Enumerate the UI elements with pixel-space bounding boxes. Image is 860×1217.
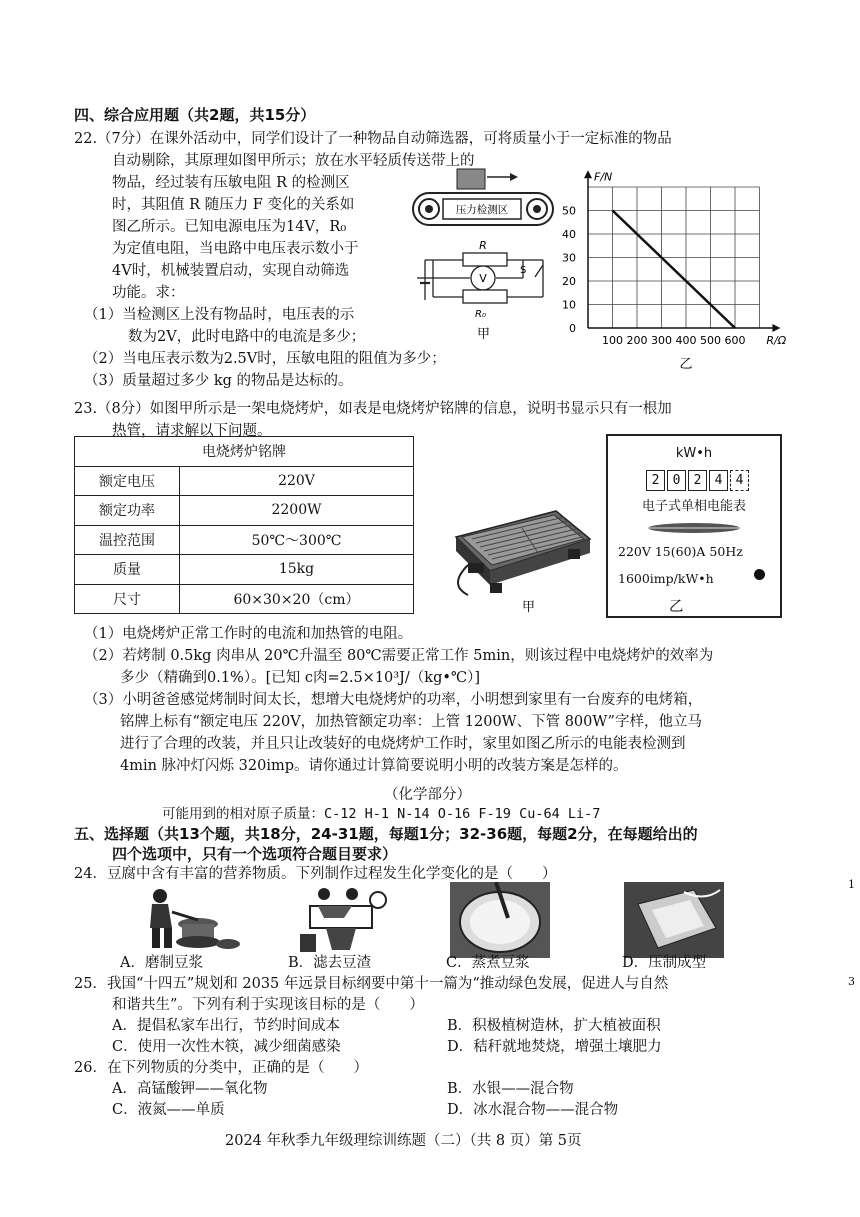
q25-stem-1: 25．我国“十四五”规划和 2035 年远景目标纲要中第十一篇为“推动绿色发展，促进人与自然 xyxy=(74,976,669,992)
q22-line-2: 自动剔除，其原理如图甲所示；放在水平轻质传送带上的 xyxy=(112,153,475,169)
section-4-title: 四、综合应用题（共2题，共15分） xyxy=(74,106,316,124)
q22-line-1: 22.（7分）在课外活动中，同学们设计了一种物品自动筛选器，可将质量小于一定标准的物品 xyxy=(74,131,672,147)
chart-caption: 乙 xyxy=(679,357,693,372)
meter-disc-icon xyxy=(646,520,742,536)
page-footer: 2024 年秋季九年级理综训练题（二）（共 8 页）第 5页 xyxy=(225,1133,582,1149)
circuit-caption: 甲 xyxy=(477,327,491,342)
meter-reading xyxy=(646,470,751,491)
grinding-soy-image xyxy=(132,884,242,956)
q22-line-4: 时，其阻值 R 随压力 F 变化的关系如 xyxy=(112,197,355,213)
table-cell: 50℃～300℃ xyxy=(179,525,413,555)
table-row xyxy=(75,496,414,526)
y-tick-label: 50 xyxy=(562,204,576,218)
meter-unit: kW•h xyxy=(675,446,713,461)
table-row xyxy=(75,584,414,614)
q22-line-6: 为定值电阻，当电路中电压表示数小于 xyxy=(112,241,359,257)
meter-digit: 2 xyxy=(688,470,707,491)
electric-grill-image xyxy=(438,495,598,615)
q26-option-a: A．高锰酸钾——氧化物 xyxy=(112,1081,268,1097)
table-cell: 15kg xyxy=(179,555,413,585)
q23-sub-3d: 4min 脉冲灯闪烁 320imp。请你通过计算简要说明小明的改装方案是怎样的。 xyxy=(120,758,628,774)
pressure-resistor-R xyxy=(463,253,507,266)
table-cell: 2200W xyxy=(179,496,413,526)
label-S: S xyxy=(520,265,527,276)
x-axis-arrow xyxy=(772,324,780,332)
q22-line-3: 物品，经过装有压敏电阻 R 的检测区 xyxy=(112,175,350,191)
label-R0: R₀ xyxy=(475,309,486,320)
pulse-lamp-icon xyxy=(754,569,765,580)
table-cell: 220V xyxy=(179,466,413,496)
y-tick-label: 10 xyxy=(562,298,576,312)
q23-line-1: 23.（8分）如图甲所示是一架电烧烤炉，如表是电烧烤炉铭牌的信息，说明书显示只有一根加 xyxy=(74,401,672,417)
fixed-resistor-R0 xyxy=(463,290,507,303)
q26-option-d: D．冰水混合物——混合物 xyxy=(447,1102,619,1118)
q23-line-2: 热管，请求解以下问题。 xyxy=(112,423,272,439)
meter-caption: 乙 xyxy=(669,599,684,615)
q25-option-c: C．使用一次性木筷，减少细菌感染 xyxy=(112,1039,341,1055)
boiling-soy-image xyxy=(450,882,550,958)
q22-sub-3: （3）质量超过多少 kg 的物品是达标的。 xyxy=(84,373,353,389)
q23-sub-3a: （3）小明爸爸感觉烤制时间太长，想增大电烧烤炉的功率，小明想到家里有一台废弃的电烤箱， xyxy=(84,692,703,708)
margin-mark: 3 xyxy=(848,975,855,988)
x-tick-label: 600 xyxy=(724,334,746,347)
table-cell: 尺寸 xyxy=(75,584,180,614)
x-tick-label: 200 xyxy=(626,334,648,347)
y-tick-label: 20 xyxy=(562,275,576,288)
series-line xyxy=(613,211,736,329)
meter-spec: 220V 15(60)A 50Hz xyxy=(618,544,743,559)
x-axis-label: R/Ω xyxy=(766,334,787,347)
item-block xyxy=(457,169,485,189)
meter-digit: 4 xyxy=(730,470,749,491)
pressing-tofu-image xyxy=(624,882,724,958)
x-tick-label: 300 xyxy=(651,334,672,347)
q22-line-5: 图乙所示。已知电源电压为14V，R₀ xyxy=(112,219,347,235)
q22-sub-1a: （1）当检测区上没有物品时，电压表的示 xyxy=(84,307,355,323)
q22-sub-1b: 数为2V，此时电路中的电流是多少； xyxy=(128,329,366,345)
switch-S xyxy=(535,265,543,277)
table-cell: 质量 xyxy=(75,555,180,585)
q24-stem: 24．豆腐中含有丰富的营养物质。下列制作过程发生化学变化的是（ ） xyxy=(74,866,557,882)
q22-sub-2: （2）当电压表示数为2.5V时，压敏电阻的阻值为多少； xyxy=(84,351,446,367)
section-5-title-cont: 四个选项中，只有一个选项符合题目要求） xyxy=(112,845,398,863)
section-5-title: 五、选择题（共13个题，共18分，24-31题，每题1分；32-36题，每题2分，在每题给出的 xyxy=(74,825,698,843)
filtering-image xyxy=(296,884,392,956)
label-R: R xyxy=(479,239,487,252)
table-row xyxy=(75,466,414,496)
q26-option-c: C．液氮——单质 xyxy=(112,1102,225,1118)
margin-mark: 1 xyxy=(848,878,855,891)
nameplate-table xyxy=(74,436,414,614)
circuit-diagram xyxy=(405,165,570,345)
q26-stem: 26．在下列物质的分类中，正确的是（ ） xyxy=(74,1060,368,1076)
label-V: V xyxy=(479,272,487,285)
q25-option-d: D．秸秆就地焚烧，增强土壤肥力 xyxy=(447,1039,662,1055)
q25-option-b: B．积极植树造林，扩大植被面积 xyxy=(447,1018,661,1034)
q24-option-d: D．压制成型 xyxy=(622,955,707,971)
y-tick-label: 0 xyxy=(569,322,576,335)
chem-header: （化学部分） xyxy=(384,787,471,803)
q26-option-b: B．水银——混合物 xyxy=(447,1081,574,1097)
q22-line-7: 4V时，机械装置启动，实现自动筛选 xyxy=(112,263,350,279)
nameplate-title: 电烧烤炉铭牌 xyxy=(75,437,414,467)
q24-option-b: B．滤去豆渣 xyxy=(288,955,372,971)
q23-sub-1: （1）电烧烤炉正常工作时的电流和加热管的电阻。 xyxy=(84,626,413,642)
q24-option-c: C．蒸煮豆浆 xyxy=(446,955,530,971)
table-row xyxy=(75,555,414,585)
meter-imp: 1600imp/kW•h xyxy=(618,571,714,586)
meter-digit: 2 xyxy=(646,470,665,491)
q25-option-a: A．提倡私家车出行，节约时间成本 xyxy=(112,1018,340,1034)
y-tick-label: 30 xyxy=(562,251,576,265)
detection-zone-label: 压力检测区 xyxy=(455,204,509,216)
grill-caption: 甲 xyxy=(522,600,536,615)
q24-option-a: A．磨制豆浆 xyxy=(120,955,203,971)
q23-sub-3c: 进行了合理的改装，并且只让改装好的电烧烤炉工作时，家里如图乙所示的电能表检测到 xyxy=(120,736,686,752)
q23-sub-2b: 多少（精确到0.1%）。[已知 c肉=2.5×10³J/（kg•℃）] xyxy=(120,670,481,686)
q23-sub-2a: （2）若烤制 0.5kg 肉串从 20℃升温至 80℃需要正常工作 5min，则该过程中电烧烤炉的效率为 xyxy=(84,648,714,664)
meter-digit: 0 xyxy=(667,470,686,491)
x-tick-label: 400 xyxy=(675,334,697,347)
x-tick-label: 500 xyxy=(700,334,721,347)
table-cell: 60×30×20（cm） xyxy=(179,584,413,614)
energy-meter xyxy=(606,434,782,618)
meter-name: 电子式单相电能表 xyxy=(641,499,746,514)
table-cell: 额定功率 xyxy=(75,496,180,526)
table-row xyxy=(75,525,414,555)
x-tick-label: 100 xyxy=(602,334,623,347)
y-tick-label: 40 xyxy=(562,228,576,241)
table-cell: 温控范围 xyxy=(75,525,180,555)
atomic-masses: 可能用到的相对原子质量：C-12 H-1 N-14 O-16 F-19 Cu-64 Li-7 xyxy=(162,806,601,822)
force-resistance-chart xyxy=(560,160,795,375)
q22-line-8: 功能。求： xyxy=(112,285,185,301)
table-cell: 额定电压 xyxy=(75,466,180,496)
q23-sub-3b: 铭牌上标有“额定电压 220V，加热管额定功率：上管 1200W、下管 800W”字样，他立马 xyxy=(120,714,702,730)
meter-digit: 4 xyxy=(709,470,728,491)
y-axis-arrow xyxy=(584,170,592,178)
q25-stem-2: 和谐共生”。下列有利于实现该目标的是（ ） xyxy=(112,997,424,1013)
y-axis-label: F/N xyxy=(594,170,613,184)
